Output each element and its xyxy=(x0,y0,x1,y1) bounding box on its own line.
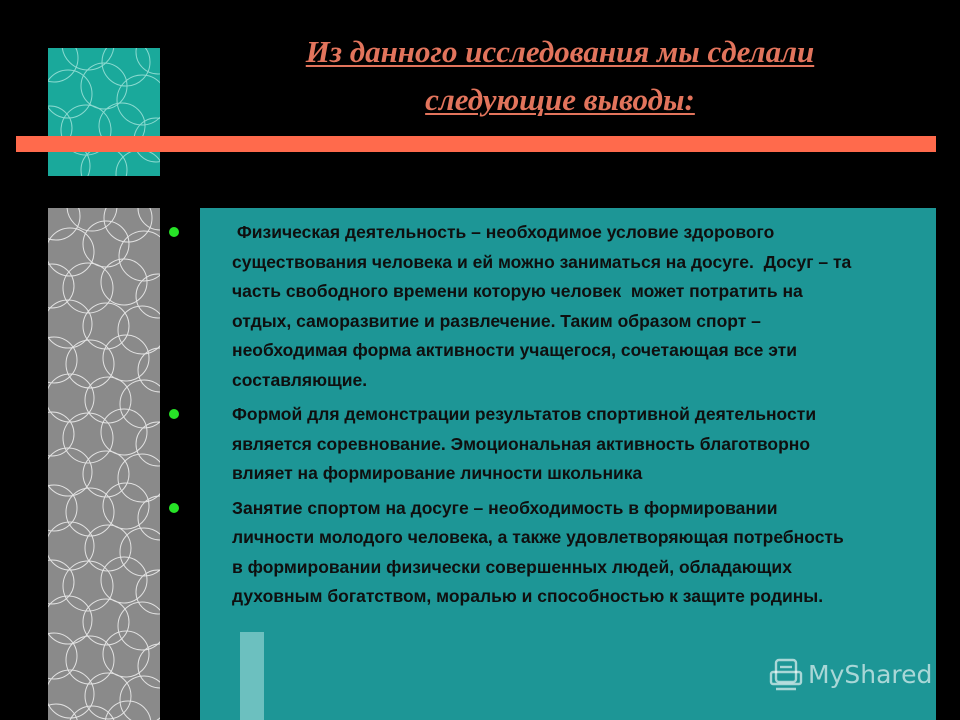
bullet-3-line-3: в формировании физически совершенных людей, обладающих xyxy=(232,556,792,577)
bullet-1-line-5: необходимая форма активности учащегося, сочетающая все эти xyxy=(232,340,797,360)
bullet-dot-icon xyxy=(169,503,179,513)
bullet-1-line-3: часть свободного времени которую человек может потратить на xyxy=(232,281,803,301)
bullet-2-line-1: Формой для демонстрации результатов спортивной деятельности xyxy=(232,404,817,424)
slide-title xyxy=(200,28,920,124)
light-teal-accent-bar xyxy=(240,632,264,720)
bullet-3-line-2: личности молодого человека, а также удовлетворяющая потребность xyxy=(232,527,844,547)
watermark-text: MyShared xyxy=(808,659,933,689)
slide-title-line-2: следующие выводы: xyxy=(425,82,695,117)
bullet-item-3 xyxy=(166,494,936,612)
myshared-logo-icon xyxy=(768,656,804,692)
bullet-2-line-2: является соревнование. Эмоциональная активность благотворно xyxy=(232,433,811,454)
bullet-3-line-4: духовным богатством, моралью и способностью к защите родины. xyxy=(232,586,824,606)
orange-divider-bar xyxy=(16,136,936,152)
slide-title-line-1: Из данного исследования мы сделали xyxy=(305,34,815,69)
bullet-1-line-1: Физическая деятельность – необходимое условие здорового xyxy=(232,222,775,242)
myshared-watermark xyxy=(768,656,932,692)
grey-circle-pattern-strip xyxy=(48,208,160,720)
circle-pattern-teal xyxy=(48,48,160,176)
bullet-item-2 xyxy=(166,400,936,489)
bullet-item-1 xyxy=(166,218,936,395)
bullet-dot-icon xyxy=(169,227,179,237)
bullet-dot-icon xyxy=(169,409,179,419)
bullet-1-line-6: составляющие. xyxy=(232,369,368,390)
bullet-1-line-2: существования человека и ей можно заниматься на досуге. Досуг – та xyxy=(232,251,852,272)
circle-pattern-grey xyxy=(48,208,160,720)
bullet-list xyxy=(166,218,936,612)
bullet-1-line-4: отдых, саморазвитие и развлечение. Таким образом спорт – xyxy=(232,310,761,331)
bullet-2-line-3: влияет на формирование личности школьника xyxy=(232,463,643,483)
teal-circle-pattern-square xyxy=(48,48,160,176)
bullet-3-line-1: Занятие спортом на досуге – необходимость в формировании xyxy=(232,497,778,518)
